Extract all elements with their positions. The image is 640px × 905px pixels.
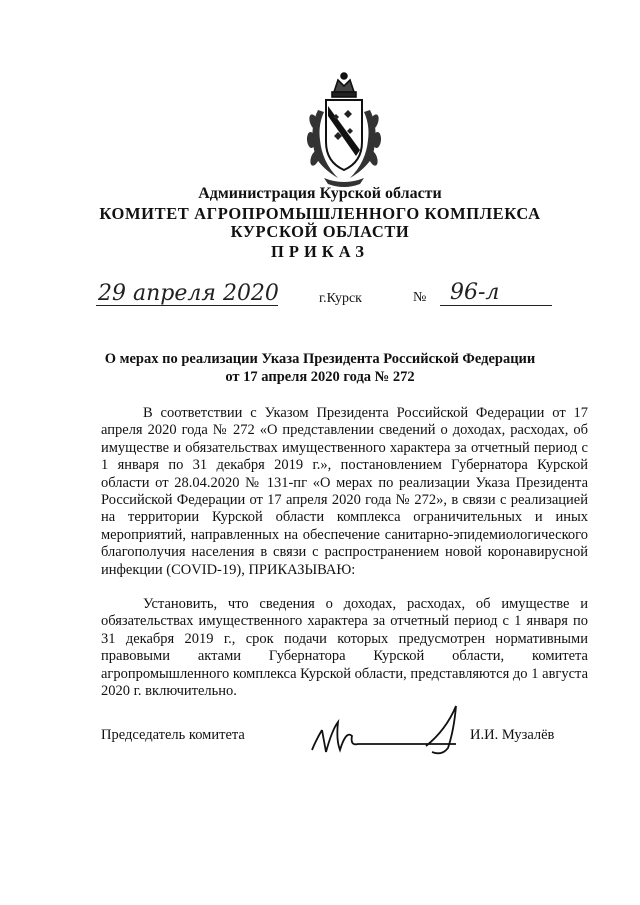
body-paragraph-2: Установить, что сведения о доходах, расходах, об имуществе и обязательствах имущественного характера за отчетный период с 1 января по 31 декабря 2019 г., срок подачи которых предусмотрен нормативными правовыми актами Губернатора Курской области, комитета агропромышленного комплекса Курской области, представляются до 1 августа 2020 г. включительно.: [101, 596, 588, 700]
document-title-line1: О мерах по реализации Указа Президента Российской Федерации: [104, 351, 536, 367]
signatory-position: Председатель комитета: [101, 727, 245, 743]
committee-heading-line2: КУРСКОЙ ОБЛАСТИ: [230, 222, 410, 241]
document-title-line2: от 17 апреля 2020 года № 272: [225, 369, 415, 385]
handwritten-order-number: 96-л: [450, 280, 500, 305]
handwritten-date: 29 апреля 2020: [98, 281, 279, 306]
date-underline: [96, 305, 278, 306]
committee-heading-line1: КОМИТЕТ АГРОПРОМЫШЛЕННОГО КОМПЛЕКСА: [99, 204, 541, 223]
body-paragraph-1: В соответствии с Указом Президента Российской Федерации от 17 апреля 2020 года № 272 «О представлении сведений о доходах, расходах, об имуществе и обязательствах имущественного характера за отчетный период с 1 января по 31 декабря 2019 г.», постановлением Губернатора Курской области от 28.04.2020 № 131-пг «О мерах по реализации Указа Президента Российской Федерации от 17 апреля 2020 года № 272», в связи с реализацией на территории Курской области комплекса ограничительных и иных мероприятий, направленных на обеспечение санитарно-эпидемиологического благополучия населения в связи с распространением новой коронавирусной инфекции (COVID-19), ПРИКАЗЫВАЮ:: [101, 405, 588, 578]
administration-heading: Администрация Курской области: [198, 185, 442, 202]
number-sign-label: №: [413, 290, 427, 305]
handwritten-signature: [306, 700, 471, 760]
document-type-heading: ПРИКАЗ: [271, 242, 369, 261]
signatory-name: И.И. Музалёв: [470, 727, 555, 743]
number-underline: [440, 305, 552, 306]
city-label: г.Курск: [319, 291, 362, 306]
coat-of-arms-emblem: [298, 70, 390, 188]
